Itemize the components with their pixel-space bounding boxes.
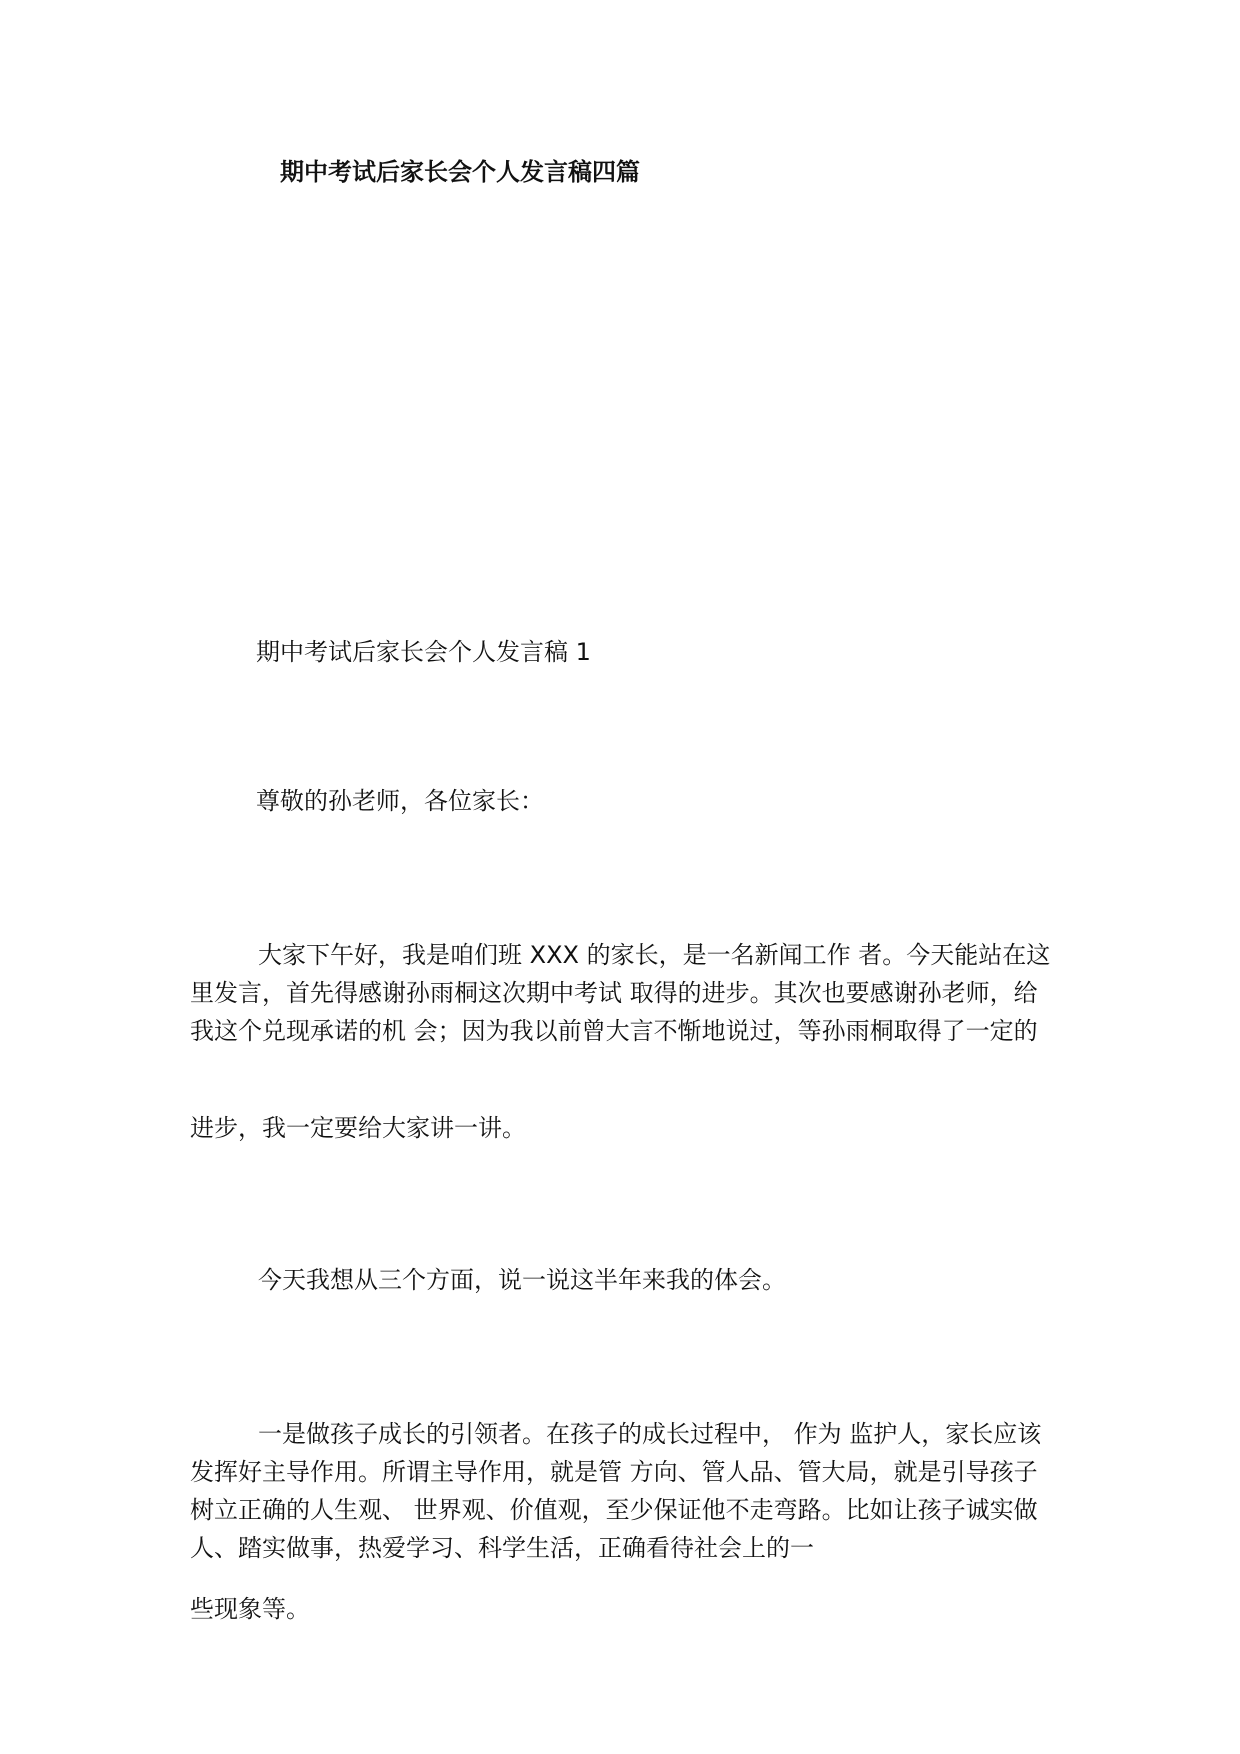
paragraph-2: 今天我想从三个方面，说一说这半年来我的体会。 [258, 1266, 786, 1294]
paragraph-1-continuation: 进步，我一定要给大家讲一讲。 [190, 1114, 526, 1142]
salutation: 尊敬的孙老师，各位家长： [256, 787, 544, 815]
paragraph-1: 大家下午好，我是咱们班 XXX 的家长，是一名新闻工作 者。今天能站在这里发言，首先得感谢孙雨桐这次期中考试 取得的进步。其次也要感谢孙老师，给我这个兑现承诺的机 会；因为我以前曾大言不惭地说过，等孙雨桐取得了一定的 [190, 941, 1051, 1045]
paragraph-3: 一是做孩子成长的引领者。在孩子的成长过程中， 作为 监护人，家长应该发挥好主导作用。所谓主导作用，就是管 方向、管人品、管大局，就是引导孩子树立正确的人生观、 世界观、价值观，至少保证他不走弯路。比如让孩子诚实做 人、踏实做事，热爱学习、科学生活，正确看待社会上的一 [190, 1420, 1042, 1562]
section-heading: 期中考试后家长会个人发言稿 1 [256, 638, 591, 666]
document-title: 期中考试后家长会个人发言稿四篇 [280, 158, 640, 186]
paragraph-3-continuation: 些现象等。 [190, 1595, 310, 1623]
